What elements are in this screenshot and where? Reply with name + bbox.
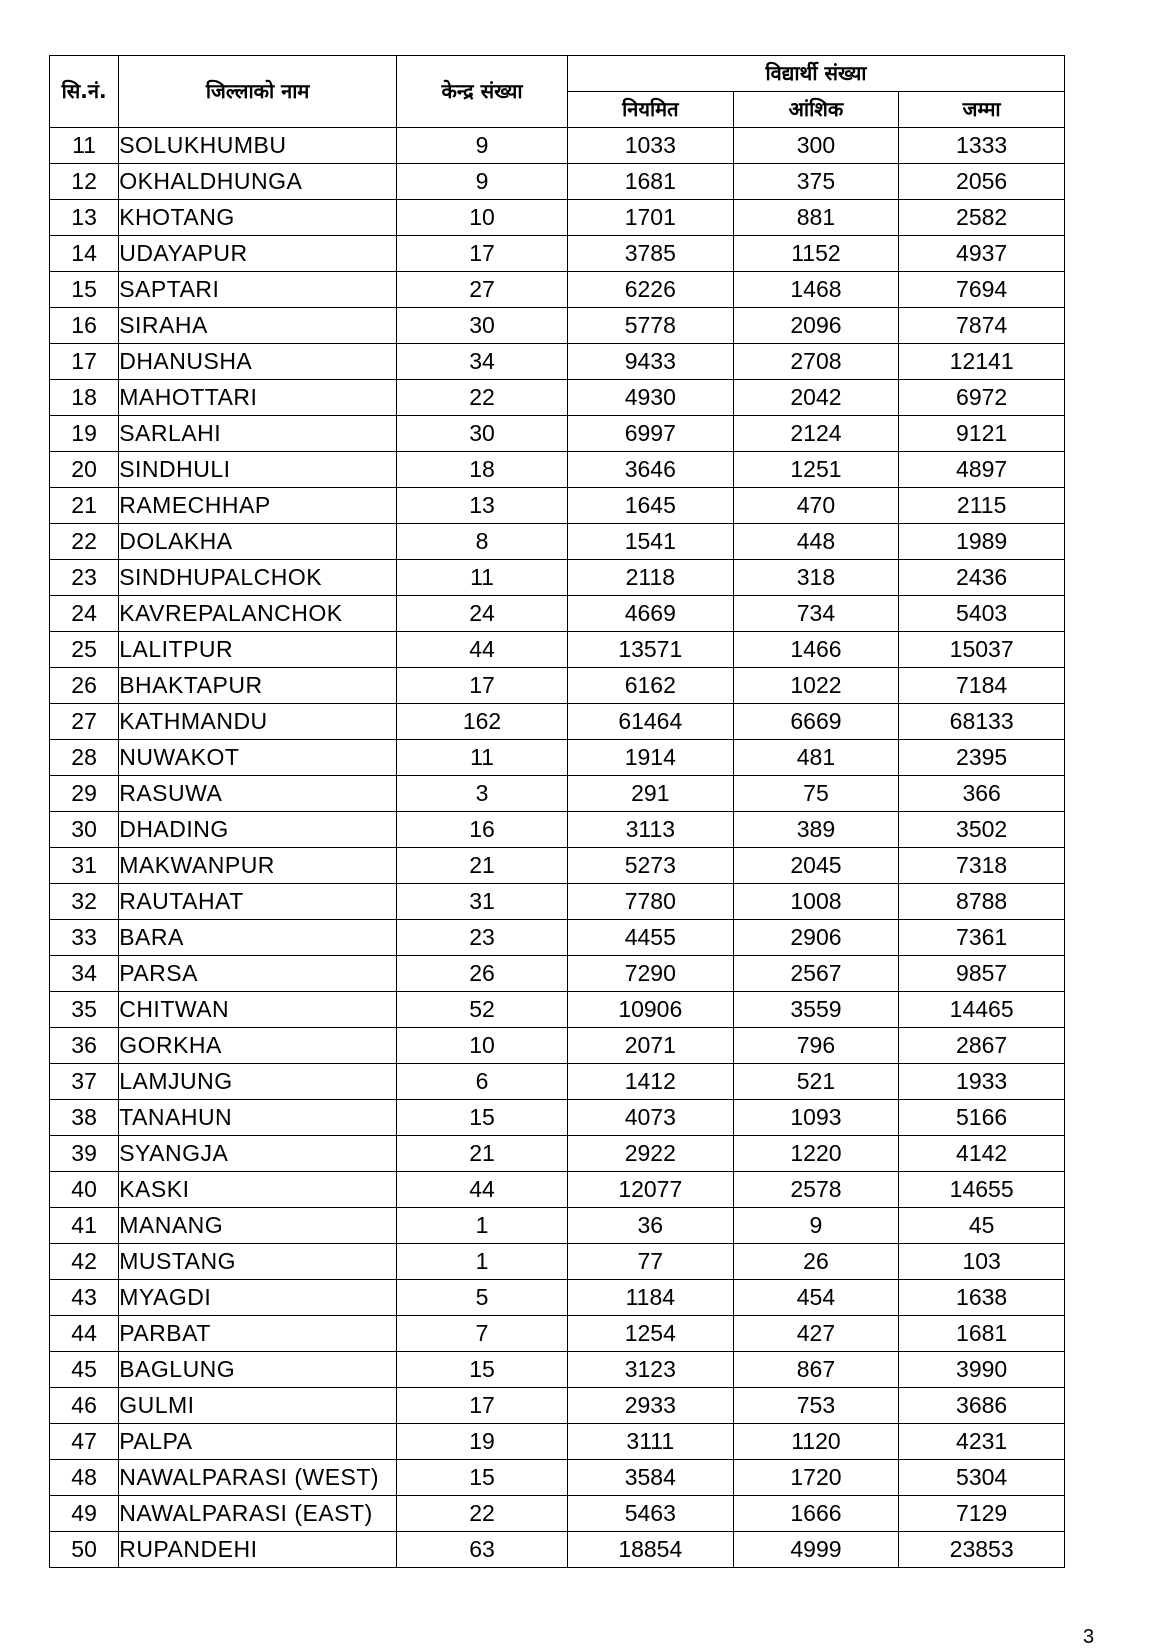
cell-regular: 6162 [567, 668, 733, 704]
table-row [50, 488, 1065, 524]
table-row [50, 1280, 1065, 1316]
cell-centers: 162 [397, 704, 568, 740]
cell-regular: 2922 [567, 1136, 733, 1172]
district-students-table [49, 55, 1065, 1568]
cell-centers: 17 [397, 668, 568, 704]
cell-centers: 15 [397, 1100, 568, 1136]
cell-regular: 4073 [567, 1100, 733, 1136]
cell-sn: 23 [50, 560, 119, 596]
cell-centers: 52 [397, 992, 568, 1028]
cell-partial: 734 [733, 596, 899, 632]
cell-sn: 35 [50, 992, 119, 1028]
cell-partial: 796 [733, 1028, 899, 1064]
cell-centers: 63 [397, 1532, 568, 1568]
cell-regular: 6997 [567, 416, 733, 452]
cell-district: RASUWA [119, 776, 397, 812]
cell-district: PARSA [119, 956, 397, 992]
cell-centers: 31 [397, 884, 568, 920]
cell-regular: 3785 [567, 236, 733, 272]
cell-regular: 3584 [567, 1460, 733, 1496]
table-row [50, 812, 1065, 848]
table-row [50, 1496, 1065, 1532]
table-row [50, 1064, 1065, 1100]
cell-sn: 19 [50, 416, 119, 452]
cell-regular: 2118 [567, 560, 733, 596]
cell-total: 3990 [899, 1352, 1065, 1388]
cell-partial: 454 [733, 1280, 899, 1316]
cell-district: MUSTANG [119, 1244, 397, 1280]
cell-centers: 13 [397, 488, 568, 524]
cell-total: 7184 [899, 668, 1065, 704]
cell-total: 4231 [899, 1424, 1065, 1460]
cell-district: GORKHA [119, 1028, 397, 1064]
cell-regular: 2933 [567, 1388, 733, 1424]
cell-partial: 1468 [733, 272, 899, 308]
cell-total: 1681 [899, 1316, 1065, 1352]
cell-centers: 10 [397, 1028, 568, 1064]
cell-district: TANAHUN [119, 1100, 397, 1136]
table-row [50, 1352, 1065, 1388]
cell-total: 12141 [899, 344, 1065, 380]
table-row [50, 1100, 1065, 1136]
cell-regular: 6226 [567, 272, 733, 308]
cell-district: RAUTAHAT [119, 884, 397, 920]
cell-regular: 10906 [567, 992, 733, 1028]
cell-total: 103 [899, 1244, 1065, 1280]
cell-sn: 14 [50, 236, 119, 272]
cell-sn: 50 [50, 1532, 119, 1568]
cell-district: MAKWANPUR [119, 848, 397, 884]
cell-partial: 1022 [733, 668, 899, 704]
table-row [50, 1244, 1065, 1280]
cell-partial: 881 [733, 200, 899, 236]
cell-district: BARA [119, 920, 397, 956]
cell-sn: 12 [50, 164, 119, 200]
cell-partial: 26 [733, 1244, 899, 1280]
cell-district: SIRAHA [119, 308, 397, 344]
cell-centers: 17 [397, 236, 568, 272]
table-row [50, 1172, 1065, 1208]
cell-partial: 1152 [733, 236, 899, 272]
cell-partial: 1251 [733, 452, 899, 488]
cell-partial: 389 [733, 812, 899, 848]
cell-regular: 1412 [567, 1064, 733, 1100]
cell-district: LAMJUNG [119, 1064, 397, 1100]
cell-sn: 36 [50, 1028, 119, 1064]
cell-total: 7129 [899, 1496, 1065, 1532]
cell-centers: 8 [397, 524, 568, 560]
cell-regular: 4455 [567, 920, 733, 956]
cell-partial: 75 [733, 776, 899, 812]
cell-centers: 11 [397, 740, 568, 776]
cell-sn: 40 [50, 1172, 119, 1208]
cell-centers: 23 [397, 920, 568, 956]
cell-total: 2115 [899, 488, 1065, 524]
cell-regular: 1645 [567, 488, 733, 524]
cell-partial: 1008 [733, 884, 899, 920]
cell-total: 1989 [899, 524, 1065, 560]
cell-total: 1333 [899, 128, 1065, 164]
cell-total: 68133 [899, 704, 1065, 740]
cell-regular: 77 [567, 1244, 733, 1280]
table-row [50, 308, 1065, 344]
table-row [50, 416, 1065, 452]
header-centers: केन्द्र संख्या [397, 56, 568, 128]
cell-centers: 26 [397, 956, 568, 992]
cell-partial: 521 [733, 1064, 899, 1100]
cell-sn: 41 [50, 1208, 119, 1244]
cell-centers: 18 [397, 452, 568, 488]
table-row [50, 992, 1065, 1028]
cell-sn: 39 [50, 1136, 119, 1172]
header-students: विद्यार्थी संख्या [567, 56, 1064, 92]
cell-district: BAGLUNG [119, 1352, 397, 1388]
cell-total: 7361 [899, 920, 1065, 956]
cell-district: NAWALPARASI (EAST) [119, 1496, 397, 1532]
cell-centers: 22 [397, 1496, 568, 1532]
cell-sn: 28 [50, 740, 119, 776]
cell-regular: 1033 [567, 128, 733, 164]
cell-sn: 42 [50, 1244, 119, 1280]
table-row [50, 740, 1065, 776]
cell-sn: 38 [50, 1100, 119, 1136]
cell-district: KHOTANG [119, 200, 397, 236]
cell-total: 4142 [899, 1136, 1065, 1172]
cell-total: 2056 [899, 164, 1065, 200]
cell-centers: 27 [397, 272, 568, 308]
cell-sn: 45 [50, 1352, 119, 1388]
cell-total: 3502 [899, 812, 1065, 848]
cell-total: 2867 [899, 1028, 1065, 1064]
cell-sn: 37 [50, 1064, 119, 1100]
cell-regular: 9433 [567, 344, 733, 380]
cell-partial: 2906 [733, 920, 899, 956]
cell-partial: 2045 [733, 848, 899, 884]
table-row [50, 128, 1065, 164]
cell-partial: 2124 [733, 416, 899, 452]
cell-centers: 3 [397, 776, 568, 812]
cell-district: SOLUKHUMBU [119, 128, 397, 164]
header-sn: सि.नं. [50, 56, 119, 128]
cell-centers: 17 [397, 1388, 568, 1424]
cell-total: 8788 [899, 884, 1065, 920]
table-row [50, 1424, 1065, 1460]
cell-centers: 21 [397, 1136, 568, 1172]
table-row [50, 1136, 1065, 1172]
cell-partial: 1093 [733, 1100, 899, 1136]
cell-centers: 30 [397, 308, 568, 344]
cell-regular: 291 [567, 776, 733, 812]
table-row [50, 632, 1065, 668]
cell-district: SYANGJA [119, 1136, 397, 1172]
cell-district: KAVREPALANCHOK [119, 596, 397, 632]
cell-partial: 448 [733, 524, 899, 560]
cell-district: NUWAKOT [119, 740, 397, 776]
cell-total: 1933 [899, 1064, 1065, 1100]
cell-centers: 7 [397, 1316, 568, 1352]
header-district: जिल्लाको नाम [119, 56, 397, 128]
cell-sn: 16 [50, 308, 119, 344]
cell-sn: 13 [50, 200, 119, 236]
cell-total: 45 [899, 1208, 1065, 1244]
cell-regular: 5463 [567, 1496, 733, 1532]
table-row [50, 1532, 1065, 1568]
cell-centers: 30 [397, 416, 568, 452]
table-row [50, 1208, 1065, 1244]
table-row [50, 704, 1065, 740]
cell-sn: 24 [50, 596, 119, 632]
table-row [50, 272, 1065, 308]
cell-district: PALPA [119, 1424, 397, 1460]
header-regular: नियमित [567, 92, 733, 128]
cell-partial: 470 [733, 488, 899, 524]
cell-sn: 17 [50, 344, 119, 380]
cell-total: 9121 [899, 416, 1065, 452]
table-row [50, 560, 1065, 596]
cell-district: SINDHUPALCHOK [119, 560, 397, 596]
cell-district: NAWALPARASI (WEST) [119, 1460, 397, 1496]
cell-centers: 1 [397, 1208, 568, 1244]
cell-centers: 1 [397, 1244, 568, 1280]
cell-total: 3686 [899, 1388, 1065, 1424]
cell-total: 5166 [899, 1100, 1065, 1136]
cell-regular: 61464 [567, 704, 733, 740]
cell-partial: 2708 [733, 344, 899, 380]
cell-partial: 427 [733, 1316, 899, 1352]
cell-partial: 3559 [733, 992, 899, 1028]
cell-centers: 16 [397, 812, 568, 848]
cell-district: DOLAKHA [119, 524, 397, 560]
cell-total: 15037 [899, 632, 1065, 668]
table-row [50, 236, 1065, 272]
table-row [50, 1388, 1065, 1424]
table-row [50, 668, 1065, 704]
cell-centers: 9 [397, 128, 568, 164]
cell-total: 4897 [899, 452, 1065, 488]
table-row [50, 884, 1065, 920]
cell-sn: 44 [50, 1316, 119, 1352]
cell-centers: 11 [397, 560, 568, 596]
cell-partial: 481 [733, 740, 899, 776]
table-row [50, 164, 1065, 200]
table-row [50, 452, 1065, 488]
cell-partial: 1220 [733, 1136, 899, 1172]
cell-district: SARLAHI [119, 416, 397, 452]
cell-total: 2395 [899, 740, 1065, 776]
cell-partial: 1666 [733, 1496, 899, 1532]
cell-partial: 318 [733, 560, 899, 596]
cell-regular: 7780 [567, 884, 733, 920]
cell-district: CHITWAN [119, 992, 397, 1028]
cell-district: DHANUSHA [119, 344, 397, 380]
cell-sn: 26 [50, 668, 119, 704]
cell-regular: 1184 [567, 1280, 733, 1316]
cell-total: 14655 [899, 1172, 1065, 1208]
table-body [50, 128, 1065, 1568]
table-row [50, 1028, 1065, 1064]
cell-partial: 2567 [733, 956, 899, 992]
cell-district: KATHMANDU [119, 704, 397, 740]
cell-regular: 4669 [567, 596, 733, 632]
cell-total: 2582 [899, 200, 1065, 236]
cell-district: RAMECHHAP [119, 488, 397, 524]
cell-centers: 24 [397, 596, 568, 632]
cell-regular: 12077 [567, 1172, 733, 1208]
cell-centers: 19 [397, 1424, 568, 1460]
cell-sn: 32 [50, 884, 119, 920]
cell-district: SAPTARI [119, 272, 397, 308]
cell-regular: 1701 [567, 200, 733, 236]
header-total: जम्मा [899, 92, 1065, 128]
cell-sn: 31 [50, 848, 119, 884]
cell-regular: 1681 [567, 164, 733, 200]
cell-total: 6972 [899, 380, 1065, 416]
table-row [50, 920, 1065, 956]
cell-regular: 7290 [567, 956, 733, 992]
cell-district: LALITPUR [119, 632, 397, 668]
table-row [50, 1316, 1065, 1352]
table-row [50, 1460, 1065, 1496]
cell-sn: 15 [50, 272, 119, 308]
cell-centers: 44 [397, 632, 568, 668]
cell-regular: 3113 [567, 812, 733, 848]
cell-total: 23853 [899, 1532, 1065, 1568]
cell-district: PARBAT [119, 1316, 397, 1352]
cell-partial: 1720 [733, 1460, 899, 1496]
cell-regular: 13571 [567, 632, 733, 668]
cell-regular: 3111 [567, 1424, 733, 1460]
cell-sn: 11 [50, 128, 119, 164]
cell-total: 7694 [899, 272, 1065, 308]
table-row [50, 524, 1065, 560]
cell-centers: 9 [397, 164, 568, 200]
cell-district: MANANG [119, 1208, 397, 1244]
cell-sn: 46 [50, 1388, 119, 1424]
table-header [50, 56, 1065, 128]
cell-regular: 5273 [567, 848, 733, 884]
cell-partial: 375 [733, 164, 899, 200]
cell-sn: 25 [50, 632, 119, 668]
cell-sn: 18 [50, 380, 119, 416]
cell-centers: 34 [397, 344, 568, 380]
cell-partial: 300 [733, 128, 899, 164]
cell-partial: 1466 [733, 632, 899, 668]
cell-total: 4937 [899, 236, 1065, 272]
cell-regular: 18854 [567, 1532, 733, 1568]
table-row [50, 344, 1065, 380]
cell-partial: 9 [733, 1208, 899, 1244]
cell-centers: 15 [397, 1460, 568, 1496]
cell-sn: 33 [50, 920, 119, 956]
cell-sn: 21 [50, 488, 119, 524]
cell-district: BHAKTAPUR [119, 668, 397, 704]
cell-total: 1638 [899, 1280, 1065, 1316]
cell-partial: 6669 [733, 704, 899, 740]
cell-total: 5304 [899, 1460, 1065, 1496]
cell-district: UDAYAPUR [119, 236, 397, 272]
cell-regular: 5778 [567, 308, 733, 344]
cell-centers: 5 [397, 1280, 568, 1316]
cell-regular: 2071 [567, 1028, 733, 1064]
cell-district: KASKI [119, 1172, 397, 1208]
cell-partial: 2096 [733, 308, 899, 344]
cell-total: 366 [899, 776, 1065, 812]
cell-district: MAHOTTARI [119, 380, 397, 416]
cell-total: 7874 [899, 308, 1065, 344]
cell-total: 14465 [899, 992, 1065, 1028]
cell-regular: 1914 [567, 740, 733, 776]
cell-regular: 36 [567, 1208, 733, 1244]
cell-partial: 4999 [733, 1532, 899, 1568]
cell-partial: 2578 [733, 1172, 899, 1208]
cell-centers: 10 [397, 200, 568, 236]
table-row [50, 380, 1065, 416]
cell-sn: 27 [50, 704, 119, 740]
cell-sn: 20 [50, 452, 119, 488]
header-partial: आंशिक [733, 92, 899, 128]
table-row [50, 200, 1065, 236]
cell-centers: 21 [397, 848, 568, 884]
cell-regular: 3123 [567, 1352, 733, 1388]
table-row [50, 956, 1065, 992]
cell-centers: 6 [397, 1064, 568, 1100]
cell-partial: 753 [733, 1388, 899, 1424]
cell-total: 5403 [899, 596, 1065, 632]
page-number: 3 [1083, 1626, 1095, 1648]
table-row [50, 848, 1065, 884]
cell-centers: 22 [397, 380, 568, 416]
cell-sn: 43 [50, 1280, 119, 1316]
cell-sn: 47 [50, 1424, 119, 1460]
table-row [50, 596, 1065, 632]
cell-district: GULMI [119, 1388, 397, 1424]
cell-regular: 1541 [567, 524, 733, 560]
cell-district: MYAGDI [119, 1280, 397, 1316]
cell-total: 7318 [899, 848, 1065, 884]
cell-regular: 1254 [567, 1316, 733, 1352]
cell-regular: 3646 [567, 452, 733, 488]
cell-sn: 34 [50, 956, 119, 992]
cell-district: SINDHULI [119, 452, 397, 488]
table-row [50, 776, 1065, 812]
cell-total: 2436 [899, 560, 1065, 596]
cell-sn: 22 [50, 524, 119, 560]
cell-district: RUPANDEHI [119, 1532, 397, 1568]
cell-centers: 15 [397, 1352, 568, 1388]
cell-district: OKHALDHUNGA [119, 164, 397, 200]
cell-total: 9857 [899, 956, 1065, 992]
cell-partial: 867 [733, 1352, 899, 1388]
cell-sn: 29 [50, 776, 119, 812]
cell-sn: 49 [50, 1496, 119, 1532]
cell-sn: 30 [50, 812, 119, 848]
cell-district: DHADING [119, 812, 397, 848]
cell-regular: 4930 [567, 380, 733, 416]
cell-partial: 1120 [733, 1424, 899, 1460]
cell-centers: 44 [397, 1172, 568, 1208]
cell-partial: 2042 [733, 380, 899, 416]
cell-sn: 48 [50, 1460, 119, 1496]
